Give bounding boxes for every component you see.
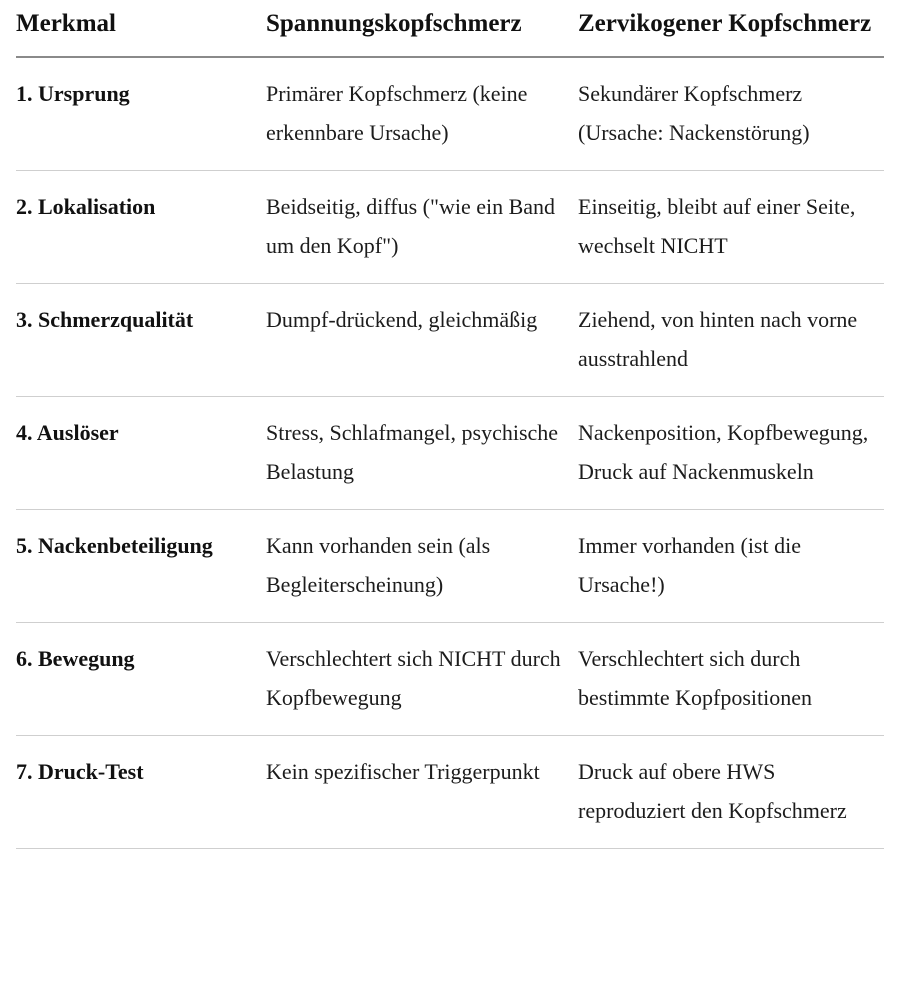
cell-zervikogen-ausloeser: Nackenposition, Kopfbewegung, Druck auf Nackenmuskeln — [578, 397, 884, 510]
row-label-nackenbeteiligung: 5. Nackenbeteiligung — [16, 510, 266, 623]
column-header-zervikogener-kopfschmerz: Zervikogener Kopfschmerz — [578, 0, 884, 57]
table-row — [16, 171, 884, 284]
table-row — [16, 57, 884, 171]
cell-spannung-lokalisation: Beidseitig, diffus ("wie ein Band um den Kopf") — [266, 171, 578, 284]
row-label-lokalisation: 2. Lokalisation — [16, 171, 266, 284]
column-header-merkmal: Merkmal — [16, 0, 266, 57]
table-row — [16, 623, 884, 736]
cell-zervikogen-ursprung: Sekundärer Kopfschmerz (Ursache: Nackenstörung) — [578, 57, 884, 171]
row-label-ausloeser: 4. Auslöser — [16, 397, 266, 510]
cell-spannung-schmerzqualitaet: Dumpf-drückend, gleichmäßig — [266, 284, 578, 397]
cell-zervikogen-bewegung: Verschlechtert sich durch bestimmte Kopfpositionen — [578, 623, 884, 736]
table-row — [16, 510, 884, 623]
cell-spannung-ausloeser: Stress, Schlafmangel, psychische Belastung — [266, 397, 578, 510]
table-header-row — [16, 0, 884, 57]
table-header — [16, 0, 884, 57]
cell-spannung-nackenbeteiligung: Kann vorhanden sein (als Begleiterscheinung) — [266, 510, 578, 623]
column-header-spannungskopfschmerz: Spannungskopfschmerz — [266, 0, 578, 57]
row-label-schmerzqualitaet: 3. Schmerzqualität — [16, 284, 266, 397]
table-row — [16, 397, 884, 510]
cell-zervikogen-druck-test: Druck auf obere HWS reproduziert den Kopfschmerz — [578, 736, 884, 849]
table-row — [16, 284, 884, 397]
headache-comparison-table — [16, 0, 884, 849]
cell-spannung-druck-test: Kein spezifischer Triggerpunkt — [266, 736, 578, 849]
row-label-ursprung: 1. Ursprung — [16, 57, 266, 171]
cell-spannung-ursprung: Primärer Kopfschmerz (keine erkennbare Ursache) — [266, 57, 578, 171]
table-row — [16, 736, 884, 849]
row-label-druck-test: 7. Druck-Test — [16, 736, 266, 849]
cell-zervikogen-nackenbeteiligung: Immer vorhanden (ist die Ursache!) — [578, 510, 884, 623]
row-label-bewegung: 6. Bewegung — [16, 623, 266, 736]
table-body — [16, 57, 884, 849]
cell-zervikogen-lokalisation: Einseitig, bleibt auf einer Seite, wechselt NICHT — [578, 171, 884, 284]
cell-zervikogen-schmerzqualitaet: Ziehend, von hinten nach vorne ausstrahlend — [578, 284, 884, 397]
cell-spannung-bewegung: Verschlechtert sich NICHT durch Kopfbewegung — [266, 623, 578, 736]
